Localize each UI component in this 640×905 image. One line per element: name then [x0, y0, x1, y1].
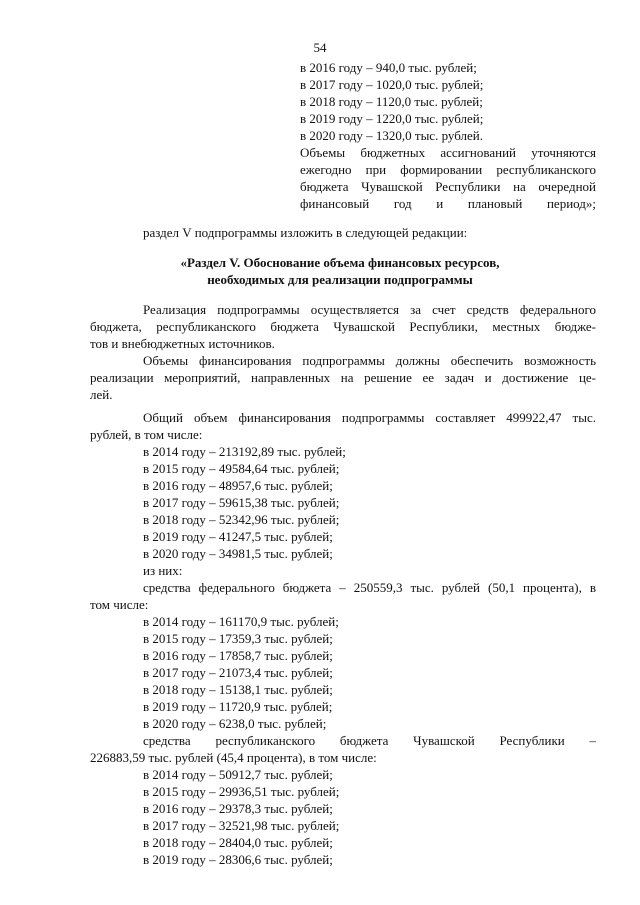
federal-line: средства федерального бюджета – 250559,3 тыс. рублей (50,1 процента), в	[143, 580, 596, 595]
total-year-line: в 2014 году – 213192,89 тыс. рублей;	[143, 444, 346, 459]
para2-line: реализации мероприятий, направленных на решение ее задач и достижение це-	[90, 370, 596, 385]
federal-year-line: в 2017 году – 21073,4 тыс. рублей;	[143, 665, 333, 680]
republic-line: средства республиканского бюджета Чувашской Республики –	[143, 733, 596, 748]
top-para-line: финансовый год и плановый период»;	[300, 196, 596, 211]
federal-year-line: в 2016 году – 17858,7 тыс. рублей;	[143, 648, 333, 663]
top-para-line: бюджета Чувашской Республики на очередной	[300, 179, 596, 194]
top-para-line: ежегодно при формировании республиканского	[300, 162, 596, 177]
total-year-line: в 2016 году – 48957,6 тыс. рублей;	[143, 478, 333, 493]
federal-year-line: в 2014 году – 161170,9 тыс. рублей;	[143, 614, 339, 629]
top-year-line: в 2016 году – 940,0 тыс. рублей;	[300, 60, 477, 75]
top-year-line: в 2020 году – 1320,0 тыс. рублей.	[300, 128, 483, 143]
para1-line: бюджета, республиканского бюджета Чувашской Республики, местных бюдже-	[90, 319, 596, 334]
federal-line: том числе:	[90, 597, 149, 612]
para1-line: тов и внебюджетных источников.	[90, 336, 275, 351]
federal-year-line: в 2020 году – 6238,0 тыс. рублей;	[143, 716, 327, 731]
top-year-line: в 2018 году – 1120,0 тыс. рублей;	[300, 94, 483, 109]
para2-line: лей.	[90, 387, 113, 402]
instruction-text: раздел V подпрограммы изложить в следующей редакции:	[143, 225, 468, 240]
republic-year-line: в 2014 году – 50912,7 тыс. рублей;	[143, 767, 333, 782]
republic-year-line: в 2018 году – 28404,0 тыс. рублей;	[143, 835, 333, 850]
total-year-line: в 2018 году – 52342,96 тыс. рублей;	[143, 512, 340, 527]
of-them-label: из них:	[143, 563, 183, 578]
top-year-line: в 2019 году – 1220,0 тыс. рублей;	[300, 111, 484, 126]
page-number: 54	[313, 40, 327, 55]
republic-year-line: в 2019 году – 28306,6 тыс. рублей;	[143, 852, 333, 867]
top-para-line: Объемы бюджетных ассигнований уточняются	[300, 145, 596, 160]
republic-year-line: в 2017 году – 32521,98 тыс. рублей;	[143, 818, 340, 833]
top-year-line: в 2017 году – 1020,0 тыс. рублей;	[300, 77, 484, 92]
total-year-line: в 2017 году – 59615,38 тыс. рублей;	[143, 495, 340, 510]
republic-year-line: в 2016 году – 29378,3 тыс. рублей;	[143, 801, 333, 816]
total-year-line: в 2019 году – 41247,5 тыс. рублей;	[143, 529, 333, 544]
section-title-line: «Раздел V. Обоснование объема финансовых ресурсов,	[180, 255, 500, 270]
total-year-line: в 2020 году – 34981,5 тыс. рублей;	[143, 546, 333, 561]
para2-line: Объемы финансирования подпрограммы должны обеспечить возможность	[143, 353, 596, 368]
federal-year-line: в 2018 году – 15138,1 тыс. рублей;	[143, 682, 333, 697]
para3-line: Общий объем финансирования подпрограммы составляет 499922,47 тыс.	[143, 410, 596, 425]
para3-line: рублей, в том числе:	[90, 427, 203, 442]
section-title-line: необходимых для реализации подпрограммы	[207, 272, 473, 287]
republic-year-line: в 2015 году – 29936,51 тыс. рублей;	[143, 784, 340, 799]
federal-year-line: в 2019 году – 11720,9 тыс. рублей;	[143, 699, 333, 714]
para1-line: Реализация подпрограммы осуществляется за счет средств федерального	[143, 302, 596, 317]
federal-year-line: в 2015 году – 17359,3 тыс. рублей;	[143, 631, 333, 646]
total-year-line: в 2015 году – 49584,64 тыс. рублей;	[143, 461, 340, 476]
republic-line: 226883,59 тыс. рублей (45,4 процента), в том числе:	[90, 750, 377, 765]
